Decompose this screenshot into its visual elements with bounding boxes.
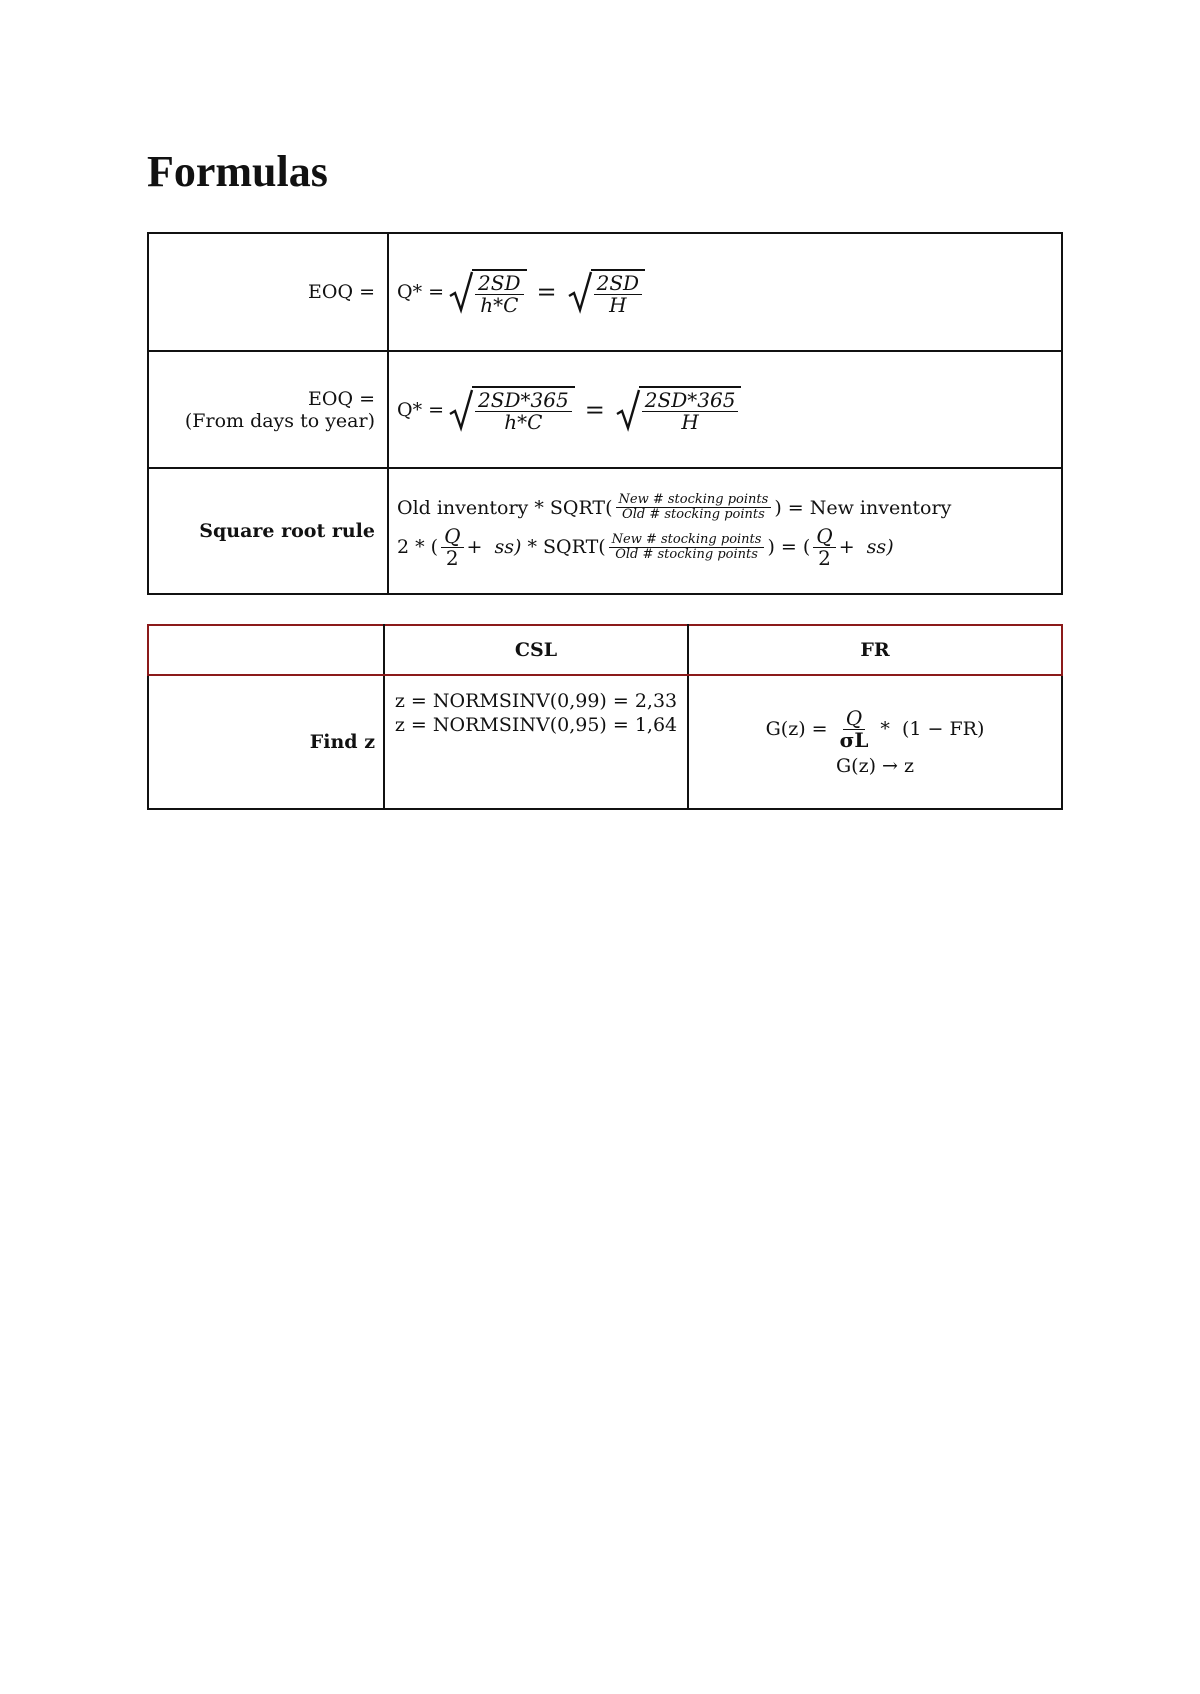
- fr-formula: [765, 705, 985, 752]
- sqrt-symbol: [448, 269, 526, 316]
- fr-lhs: G(z) =: [765, 718, 828, 740]
- sqrt-symbol: [448, 386, 575, 433]
- square-root-rule-label: Square root rule: [199, 520, 375, 542]
- fr-rhs: * (1 − FR): [880, 718, 985, 740]
- fr-den: σL: [839, 727, 869, 752]
- page-title: Formulas: [147, 147, 328, 196]
- eoq-frac2-num: 2SD: [594, 273, 642, 295]
- sqrt-line1-den: Old # stocking points: [622, 507, 765, 522]
- eoq-formula: [397, 269, 1061, 316]
- eoq-row: [148, 233, 1062, 351]
- eoq-year-frac1-num: 2SD*365: [475, 390, 572, 412]
- eoq-lhs: Q* =: [397, 281, 445, 303]
- eoq-year-label-cell: [148, 351, 388, 468]
- find-z-row: [148, 675, 1062, 809]
- formula-table: [147, 232, 1063, 595]
- square-root-rule-formula-cell: [388, 468, 1062, 594]
- sqrt-symbol: [615, 386, 742, 433]
- sqrt-line1-pre: Old inventory * SQRT(: [397, 496, 613, 519]
- eoq-year-sublabel: (From days to year): [184, 409, 375, 432]
- csl-line1: z = NORMSINV(0,99) = 2,33: [394, 690, 678, 712]
- z-table-header-row: [148, 625, 1062, 675]
- eoq-year-lhs: Q* =: [397, 398, 445, 421]
- z-table: [147, 624, 1063, 810]
- fr-cell: [688, 675, 1062, 809]
- eoq-frac1-num: 2SD: [475, 273, 523, 295]
- eoq-year-equals: =: [584, 395, 605, 424]
- sqrt-line2-two: 2: [445, 545, 459, 570]
- eoq-year-frac2-num: 2SD*365: [642, 390, 739, 412]
- eoq-year-frac1-den: h*C: [504, 410, 543, 434]
- eoq-equals: =: [536, 278, 557, 306]
- sqrt-line2-num: New # stocking points: [609, 533, 765, 548]
- square-root-rule-row: [148, 468, 1062, 594]
- eoq-year-frac2-den: H: [681, 410, 699, 434]
- sqrt-line2-q: Q: [441, 526, 463, 548]
- header-empty-cell: [148, 625, 384, 675]
- fr-num: Q: [843, 708, 865, 730]
- eoq-year-formula-cell: [388, 351, 1062, 468]
- eoq-year-row: [148, 351, 1062, 468]
- sqrt-line2-den: Old # stocking points: [615, 546, 758, 562]
- eoq-frac2-den: H: [609, 292, 627, 317]
- fr-line2: G(z) → z: [835, 754, 915, 777]
- square-root-rule-line2: [397, 523, 1061, 570]
- sqrt-line2-pre: 2 * (: [397, 536, 439, 559]
- sqrt-line1-post: ) = New inventory: [774, 496, 952, 519]
- csl-line2: z = NORMSINV(0,95) = 1,64: [394, 713, 678, 736]
- sqrt-line2-q2: Q: [813, 526, 835, 548]
- sqrt-line2-mid: * SQRT(: [521, 536, 606, 559]
- sqrt-line1-num: New # stocking points: [616, 493, 772, 508]
- header-fr: FR: [688, 625, 1062, 675]
- sqrt-line2-plus-ss2: + ss): [838, 536, 894, 559]
- eoq-formula-cell: [388, 233, 1062, 351]
- eoq-frac1-den: h*C: [480, 292, 519, 317]
- csl-cell: [384, 675, 688, 809]
- eoq-label-cell: [148, 233, 388, 351]
- sqrt-line2-post: ) = (: [767, 536, 811, 559]
- sqrt-symbol: [567, 269, 645, 316]
- eoq-label: EOQ =: [308, 281, 375, 303]
- sqrt-line2-two2: 2: [818, 545, 831, 570]
- sqrt-line2-plus-ss: + ss): [466, 536, 522, 559]
- header-csl: CSL: [384, 625, 688, 675]
- square-root-rule-line1: [397, 493, 1061, 521]
- find-z-label: Find z: [148, 675, 384, 809]
- eoq-year-label: EOQ =: [308, 387, 375, 410]
- eoq-year-formula: [397, 386, 1061, 433]
- square-root-rule-label-cell: [148, 468, 388, 594]
